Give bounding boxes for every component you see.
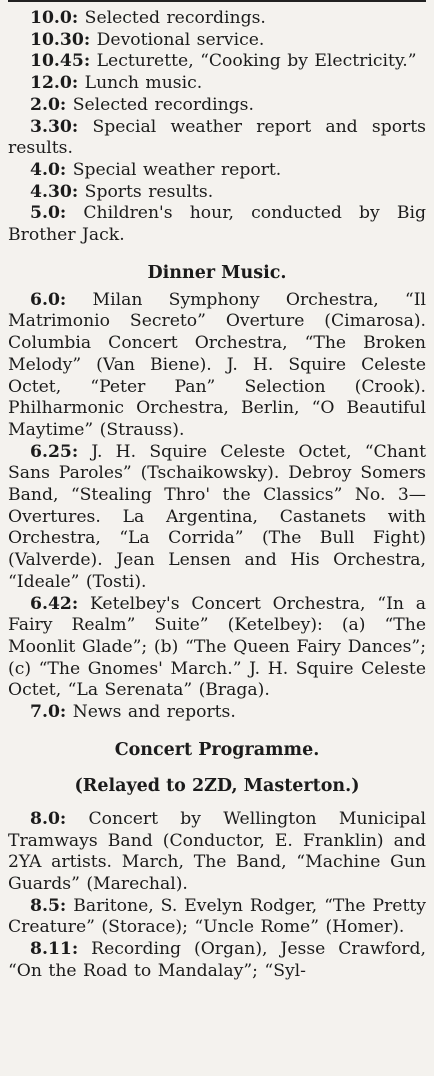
listing-text: Special weather report.: [66, 159, 282, 180]
listing-entry: [8, 896, 426, 939]
morning-afternoon-listings: [8, 8, 426, 247]
listing-text: Devotional service.: [90, 29, 265, 50]
listing-entry: [8, 8, 426, 30]
listing-entry: [8, 30, 426, 52]
listing-time: 6.25:: [30, 441, 79, 462]
listing-time: 8.0:: [30, 808, 67, 829]
listing-time: 5.0:: [30, 203, 67, 224]
listing-time: 7.0:: [30, 702, 67, 723]
concert-programme-heading: Concert Programme.: [114, 739, 320, 760]
listing-entry: [8, 160, 426, 182]
listing-time: 10.30:: [30, 29, 91, 50]
listing-time: 12.0:: [30, 73, 79, 94]
listing-text: Baritone, S. Evelyn Rodger, “The Pretty Creature” (Storace); “Uncle Rome” (Homer).: [8, 895, 426, 938]
listing-time: 10.0:: [30, 8, 79, 28]
listing-time: 10.45:: [30, 51, 91, 72]
listing-text: News and reports.: [66, 702, 236, 723]
listing-entry: [8, 203, 426, 246]
listing-entry: [8, 442, 426, 594]
listing-time: 6.42:: [30, 593, 79, 614]
listing-entry: [8, 51, 426, 73]
listing-text: Special weather report and sports results.: [8, 116, 426, 159]
listing-text: Ketelbey's Concert Orchestra, “In a Fairy Realm” Suite” (Ketelbey): (a) “The Moonlit Glade”; (b) “The Queen Fairy Dances”; (c) “The Gnomes' March.” J. H. Squire Celeste Octet, “La Serenata” (Braga).: [8, 593, 426, 701]
listing-text: Children's hour, conducted by Big Brother Jack.: [8, 203, 426, 246]
dinner-music-heading: Dinner Music.: [147, 262, 287, 283]
listing-text: Sports results.: [78, 181, 214, 202]
listing-entry: [8, 290, 426, 442]
listing-text: Concert by Wellington Municipal Tramways Band (Conductor, E. Franklin) and 2YA artists. March, The Band, “Machine Gun Guards” (Marechal).: [8, 808, 426, 894]
listing-text: Milan Symphony Orchestra, “Il Matrimonio Secreto” Overture (Cimarosa). Columbia Concert Orchestra, “The Broken Melody” (Van Biene). J. H. Squire Celeste Octet, “Peter Pan” Selection (Crook). Philharmonic Orchestra, Berlin, “O Beautiful Maytime” (Strauss).: [8, 289, 426, 440]
listing-entry: [8, 594, 426, 703]
listing-time: 8.5:: [30, 895, 67, 916]
listing-entry: [8, 939, 426, 982]
dinner-music-listings: [8, 290, 426, 724]
top-rule: [8, 0, 426, 2]
listing-text: Selected recordings.: [66, 94, 254, 115]
listing-entry: [8, 809, 426, 896]
listing-entry: [8, 73, 426, 95]
listing-text: Recording (Organ), Jesse Crawford, “On the Road to Mandalay”; “Syl-: [8, 939, 426, 981]
listing-time: 2.0:: [30, 94, 67, 115]
listing-entry: [8, 117, 426, 160]
listing-time: 3.30:: [30, 116, 79, 137]
listing-text: J. H. Squire Celeste Octet, “Chant Sans Paroles” (Tschaikowsky). Debroy Somers Band, “Stealing Thro' the Classics” No. 3—Overtures. La Argentina, Castanets with Orchestra, “La Corrida” (The Bull Fight) (Valverde). Jean Lensen and His Orchestra, “Ideale” (Tosti).: [8, 441, 426, 592]
listing-text: Selected recordings.: [78, 8, 266, 28]
listing-entry: [8, 182, 426, 204]
listing-time: 8.11:: [30, 939, 79, 960]
concert-programme-listings: [8, 809, 426, 983]
listing-time: 4.30:: [30, 181, 79, 202]
listing-text: Lecturette, “Cooking by Electricity.”: [90, 51, 417, 72]
relay-subheading: (Relayed to 2ZD, Masterton.): [74, 775, 360, 796]
listing-entry: [8, 95, 426, 117]
listing-text: Lunch music.: [78, 73, 203, 94]
listing-time: 6.0:: [30, 289, 67, 310]
listing-time: 4.0:: [30, 159, 67, 180]
listing-entry: [8, 702, 426, 724]
